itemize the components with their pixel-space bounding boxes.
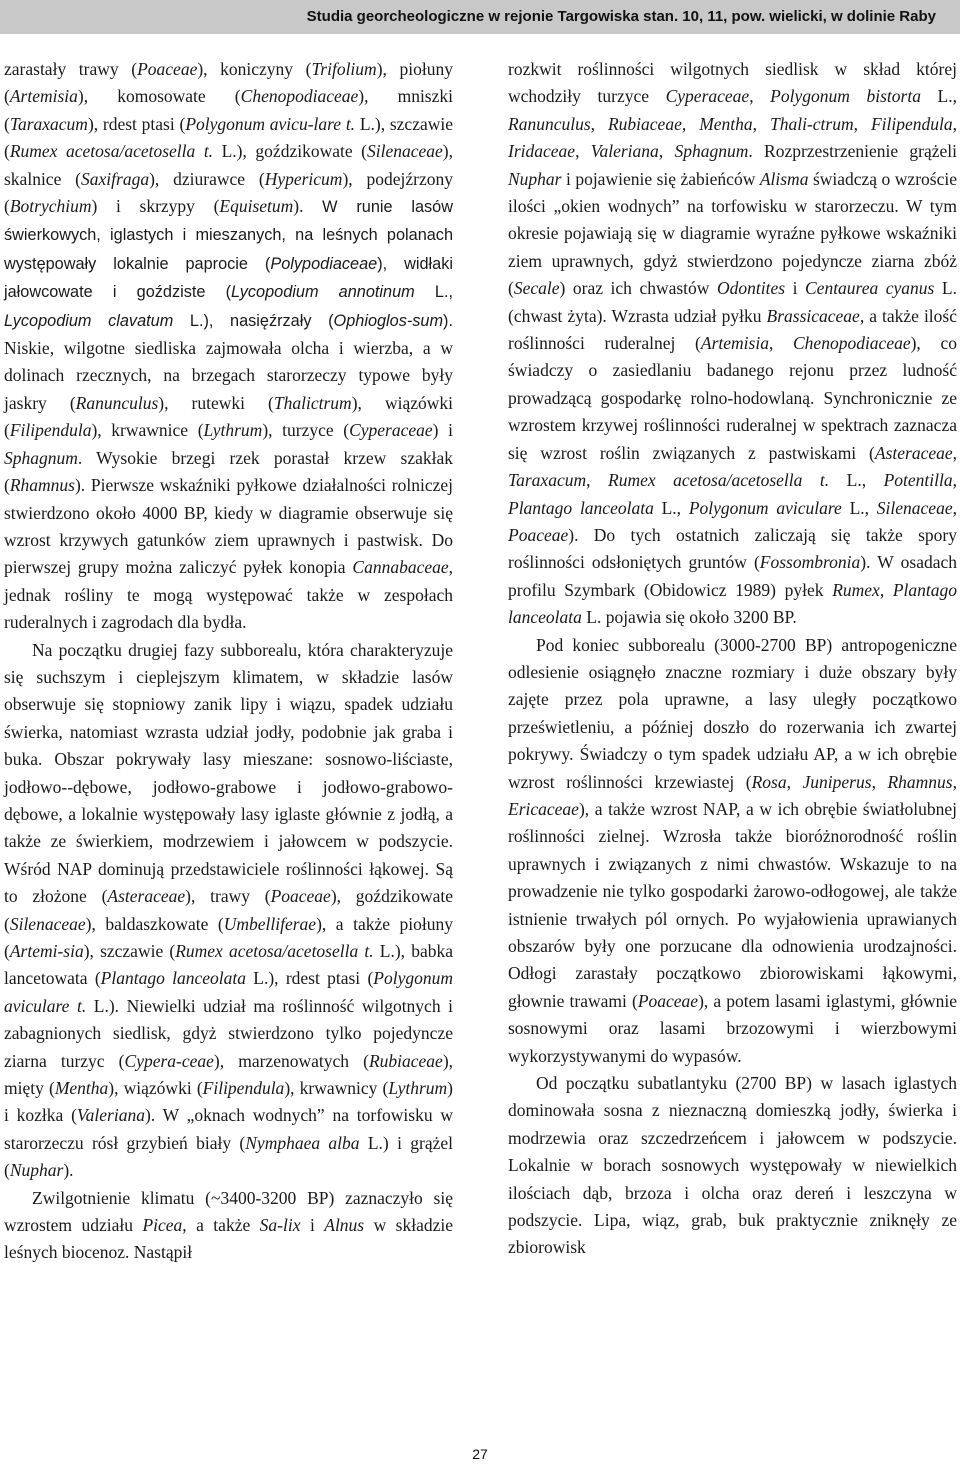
paragraph — [508, 632, 957, 1071]
taxon-name: Asteraceae — [874, 442, 953, 463]
text-run: ), widłaki jałowcowate i goździste ( — [4, 254, 453, 302]
text-run: Zwilgotnienie klimatu (~3400-3200 BP) zaznaczyło się wzrostem udziału — [4, 1187, 453, 1236]
text-run: , — [590, 113, 608, 134]
text-run: L., — [653, 497, 689, 518]
taxon-name: Taraxacum — [9, 113, 88, 134]
text-run: ), szczawie ( — [83, 941, 176, 961]
text-run: L., — [829, 470, 884, 491]
taxon-name: Rhamnus — [9, 475, 75, 496]
taxon-name: Cannabaceae — [352, 557, 449, 578]
text-run: , — [658, 141, 675, 162]
text-run: ) i kozłka ( — [4, 1078, 453, 1126]
taxon-name: Secale — [513, 278, 560, 299]
taxon-name: Rosa — [751, 771, 787, 792]
text-run: ), a także piołuny ( — [4, 913, 453, 961]
text-run: ), mięty ( — [4, 1050, 454, 1099]
taxon-name: Alnus — [324, 1215, 365, 1236]
text-run: ). — [443, 311, 453, 330]
text-run: , — [853, 113, 871, 134]
taxon-name: Sa-lix — [259, 1215, 301, 1236]
taxon-name: Cypera-ceae — [124, 1050, 214, 1071]
text-run: , — [952, 497, 957, 518]
text-run: , — [586, 470, 608, 491]
taxon-name: Thalictrum — [273, 392, 352, 413]
text-run: ), rutewki ( — [158, 392, 274, 413]
text-run: , — [952, 470, 957, 491]
text-run: ), krwawnice ( — [91, 420, 204, 441]
paragraph — [4, 1185, 453, 1267]
text-run: ), turzyce ( — [262, 420, 350, 441]
taxon-name: Polygonum avicu-lare t. — [185, 113, 356, 134]
taxon-name: Potentilla — [883, 470, 953, 491]
taxon-name: Fossombronia — [759, 552, 861, 573]
text-run: , — [871, 771, 888, 792]
taxon-name: Asteraceae — [107, 886, 186, 907]
text-run: , — [952, 771, 957, 792]
text-run: ), goździkowate ( — [4, 886, 453, 934]
text-run: ), mniszki ( — [4, 86, 453, 134]
text-run: ) i — [432, 420, 453, 441]
taxon-name: Artemi-sia — [9, 941, 84, 961]
taxon-name: Saxifraga — [81, 168, 150, 189]
text-run: i — [300, 1215, 325, 1236]
taxon-name: Artemisia — [700, 333, 769, 354]
text-run: L., — [414, 283, 453, 302]
taxon-name: Thali-ctrum — [770, 113, 854, 134]
taxon-name: Lythrum — [203, 420, 263, 441]
taxon-name: Juniperus — [802, 771, 872, 792]
text-run: ), baldaszkowate ( — [85, 913, 224, 934]
text-run: zarastały trawy ( — [4, 59, 138, 79]
text-run: ), a potem lasami iglastymi, głównie sosnowymi oraz lasami brzozowymi i wierzbowymi wykorzystywanymi do wypasów. — [508, 990, 957, 1066]
text-run: ), trawy ( — [185, 886, 271, 907]
text-run: ) i skrzypy ( — [91, 196, 220, 217]
taxon-name: Sphagnum — [674, 141, 749, 162]
running-header — [0, 0, 960, 34]
taxon-name: Filipendula — [870, 113, 953, 134]
taxon-name: Valeriana — [76, 1105, 145, 1126]
text-run: L.), rdest ptasi ( — [246, 968, 374, 989]
left-text-column — [4, 56, 453, 1267]
taxon-name: Silenaceae — [9, 913, 86, 934]
text-run: ). Do tych ostatnich zaliczają się także spory roślinności odsłoniętych gruntów ( — [508, 524, 957, 573]
taxon-name: Rubiaceae — [607, 113, 682, 134]
text-run: , — [681, 113, 700, 134]
taxon-name: Rubiaceae — [368, 1050, 443, 1071]
text-run: ). — [293, 196, 323, 217]
text-run: L.), nasięźrzały ( — [173, 311, 334, 330]
text-run: Na początku drugiej fazy subborealu, która charakteryzuje się suchszym i cieplejszym klimatem, w składzie lasów obserwuje się stopniowy zanik lipy i wiązu, spadek udziału świerka, natomiast wzrasta udział jodły, podobnie jak graba i buka. Obszar pokrywały lasy mieszane: sosnowo-liściaste, jodłowo--dębowe, jodłowo-grabowe i jodłowo-grabowo-dębowe, a lokalnie występowały lasy iglaste głównie z jodłą, a także ze świerkiem, modrzewiem i jałowcem w podszycie. Wśród NAP dominują przedstawiciele roślinności łąkowej. Są to złożone ( — [4, 639, 453, 907]
text-run: ), rdest ptasi ( — [87, 113, 186, 134]
text-run: ), podejźrzony ( — [4, 168, 453, 217]
taxon-name: Poaceae — [137, 59, 198, 79]
taxon-name: Poaceae — [270, 886, 331, 907]
text-run: ). W osadach profilu Szymbark (Obidowicz 1989) pyłek — [508, 552, 957, 600]
text-run: Od początku subatlantyku (2700 BP) w lasach iglastych dominowała sosna z nieznaczną domieszką jodły, świerka i modrzewia oraz szczedrzeńcem i jałowcem w podszycie. Lokalnie w borach sosnowych występowały w niewielkich ilościach dąb, brzoza i olcha oraz dereń i leszczyna w podszycie. Lipa, wiąz, grab, buk praktycznie zniknęły ze zbiorowisk — [508, 1073, 957, 1258]
taxon-name: Polygonum aviculare — [688, 497, 842, 518]
text-run: , a także ilość roślinności ruderalnej ( — [508, 305, 958, 354]
text-run: w składzie leśnych biocenoz. Nastąpił — [4, 1215, 453, 1263]
text-run: , — [952, 442, 957, 463]
text-run: ), krwawnicy ( — [284, 1078, 389, 1099]
text-run: ). — [63, 1160, 74, 1181]
text-run: L. pojawia się około 3200 BP. — [581, 607, 797, 628]
taxon-name: Silenaceae — [876, 497, 953, 518]
taxon-name: Valeriana — [590, 141, 659, 162]
taxon-name: Centaurea cyanus — [805, 278, 935, 299]
taxon-name: Equisetum — [219, 196, 294, 217]
taxon-name: Chenopodiaceae — [240, 86, 359, 107]
taxon-name: Alisma — [759, 168, 809, 189]
taxon-name: Cyperaceae — [349, 420, 433, 441]
taxon-name: Mentha — [699, 113, 753, 134]
taxon-name: Iridaceae — [508, 141, 576, 162]
taxon-name: Poaceae — [508, 524, 569, 545]
taxon-name: Umbelliferae — [223, 913, 317, 934]
paragraph — [4, 56, 453, 637]
taxon-name: Poaceae — [637, 990, 699, 1011]
taxon-name: Rhamnus — [887, 771, 953, 792]
taxon-name: Nuphar — [508, 168, 562, 189]
text-run: L., — [920, 86, 957, 107]
taxon-name: Nymphaea alba — [245, 1132, 360, 1153]
taxon-name: Hypericum — [264, 168, 343, 189]
taxon-name: Artemisia — [9, 86, 78, 107]
text-run: L.). Niewielki udział ma roślinność wilgotnych i zabagnionych siedlisk, gdyż stwierdzono tylko pojedyncze ziarna turzyc ( — [4, 995, 453, 1071]
taxon-name: Chenopodiaceae — [793, 333, 911, 354]
text-run: L. (chwast żyta). Wzrasta udział pyłku — [508, 278, 957, 326]
text-run: i — [785, 278, 805, 299]
paragraph — [508, 56, 957, 632]
text-run: ), piołuny ( — [4, 59, 453, 107]
taxon-name: Rumex acetosa/acetosella t. — [608, 470, 830, 491]
taxon-name: Trifolium — [311, 59, 377, 79]
taxon-name: Ericaceae — [508, 798, 579, 819]
text-run: , — [752, 113, 770, 134]
text-run: , — [768, 333, 793, 354]
text-run: , — [575, 141, 591, 162]
text-run: ), wiązówki ( — [108, 1078, 203, 1099]
taxon-name: Taraxacum — [508, 470, 587, 491]
taxon-name: Ophioglos-sum — [333, 311, 444, 330]
taxon-name: Lycopodium clavatum — [4, 311, 174, 330]
text-run: ), skalnice ( — [4, 141, 453, 189]
taxon-name: Odontites — [716, 278, 786, 299]
text-run: L.), babka lancetowata ( — [4, 941, 453, 989]
taxon-name: Ranunculus — [508, 113, 591, 134]
right-text-column — [508, 56, 957, 1262]
text-run: , — [879, 579, 893, 600]
taxon-name: Rumex — [832, 579, 880, 600]
text-run: , jednak rośliny te mogą występować także w zespołach ruderalnych i zagrodach dla bydła. — [4, 557, 453, 633]
text-run: Niskie, wilgotne siedliska zajmowała olcha i wierzba, a w dolinach rzecznych, na brzegach starorzeczy typowe były jaskry ( — [4, 338, 453, 413]
text-run: W runie lasów świerkowych, iglastych i mieszanych, na leśnych polanach występowały lokalnie paprocie ( — [4, 198, 453, 273]
taxon-name: Botrychium — [9, 196, 92, 217]
taxon-name: Mentha — [54, 1078, 109, 1099]
text-run: ) oraz ich chwastów — [559, 278, 717, 299]
taxon-name: Filipendula — [202, 1078, 285, 1099]
page-number: 27 — [472, 1446, 488, 1462]
text-run: ). Pierwsze wskaźniki pyłkowe działalności rolniczej stwierdzono około 4000 BP, kiedy w diagramie obserwuje się wzrost krzywych gatunków ziem uprawnych i pastwisk. Do pierwszej grupy można zaliczyć pyłek konopia — [4, 475, 453, 578]
text-run: ). W „oknach wodnych” na torfowisku w starorzeczu rósł grzybień biały ( — [4, 1105, 454, 1153]
text-run: ), marzenowatych ( — [213, 1050, 369, 1071]
text-run: ), wiązówki ( — [4, 392, 453, 441]
taxon-name: Lycopodium annotinum — [231, 283, 415, 302]
taxon-name: Rumex acetosa/acetosella t. — [175, 941, 374, 961]
text-run: ), koniczyny ( — [197, 59, 312, 79]
text-run: rozkwit roślinności wilgotnych siedlisk w skład której wchodziły turzyce — [508, 59, 957, 107]
text-run: , — [952, 113, 957, 134]
text-run: i pojawienie się żabieńców — [561, 168, 760, 189]
taxon-name: Cyperaceae — [665, 86, 750, 107]
running-header-title: Studia georcheologiczne w rejonie Targowiska stan. 10, 11, pow. wielicki, w dolinie Raby — [306, 8, 936, 25]
text-run: . Wysokie brzegi rzek porastał krzew szakłak ( — [4, 447, 453, 496]
taxon-name: Plantago lanceolata — [508, 497, 654, 518]
taxon-name: Plantago lanceolata — [508, 579, 958, 628]
taxon-name: Nuphar — [9, 1160, 64, 1181]
paragraph — [4, 637, 453, 1185]
text-run: ), dziurawce ( — [149, 168, 265, 189]
text-run: świadczą o wzroście ilości „okien wodnych” na torfowisku w starorzeczu. W tym okresie pojawiają się w diagramie wyraźne pyłkowe wskaźniki ziem uprawnych, gdyż stwierdzono pojedyncze ziarna zbóż ( — [508, 168, 957, 299]
text-run: ), a także wzrost NAP, a w ich obrębie światłolubnej roślinności zielnej. Wzrosła także bioróżnorodność roślin uprawnych i związanych z nimi chwastów. Wskazuje to na prowadzenie nie tylko gospodarki żarowo-odłogowej, ale także istnienie trwałych pól ornych. Po wyjałowienia uprawianych obszarów były one porzucane dla odnowienia urodzajności. Odłogi zarastały początkowo zbiorowiskami łąkowymi, głownie trawami ( — [508, 798, 957, 1011]
text-run: , — [786, 771, 803, 792]
taxon-name: Picea — [142, 1215, 183, 1236]
text-run: L., — [841, 497, 877, 518]
taxon-name: Filipendula — [9, 420, 92, 441]
text-run: Pod koniec subborealu (3000-2700 BP) antropogeniczne odlesienie osiągnęło znaczne rozmiary i duże obszary były zajęte przez pola uprawne, a lasy uległy początkowo prześwietleniu, a później doszło do rozerwania ich zwartej pokrywy. Świadczy o tym spadek udziału AP, a w ich obrębie wzrost roślinności krzewiastej ( — [508, 634, 957, 792]
text-run: L.), szczawie ( — [4, 113, 453, 162]
text-run: L.) i grążel ( — [4, 1132, 453, 1181]
text-run: L.), goździkowate ( — [213, 141, 367, 162]
taxon-name: Polygonum aviculare t. — [4, 968, 453, 1016]
text-run: , — [749, 86, 771, 107]
text-run: ), komosowate ( — [77, 86, 241, 107]
taxon-name: Ranunculus — [75, 392, 159, 413]
taxon-name: Brassicaceae — [766, 305, 860, 326]
text-run: , a także — [182, 1215, 260, 1236]
text-run: ), co świadczy o zasiedlaniu badanego rejonu przez ludność prowadzącą gospodarkę rolno-hodowlaną. Synchronicznie ze wzrostem krzywej roślinności ruderalnej w spektrach zaznacza się wzrost roślin związanych z pastwiskami ( — [508, 333, 957, 463]
text-run: . Rozprzestrzenienie grążeli — [748, 141, 958, 162]
taxon-name: Polypodiaceae — [270, 254, 378, 273]
taxon-name: Sphagnum — [4, 447, 78, 468]
paragraph — [508, 1070, 957, 1262]
taxon-name: Lythrum — [388, 1078, 448, 1099]
taxon-name: Polygonum bistorta — [770, 86, 921, 107]
taxon-name: Silenaceae — [367, 141, 443, 162]
taxon-name: Plantago lanceolata — [100, 968, 246, 989]
taxon-name: Rumex acetosa/acetosella t. — [9, 141, 214, 162]
